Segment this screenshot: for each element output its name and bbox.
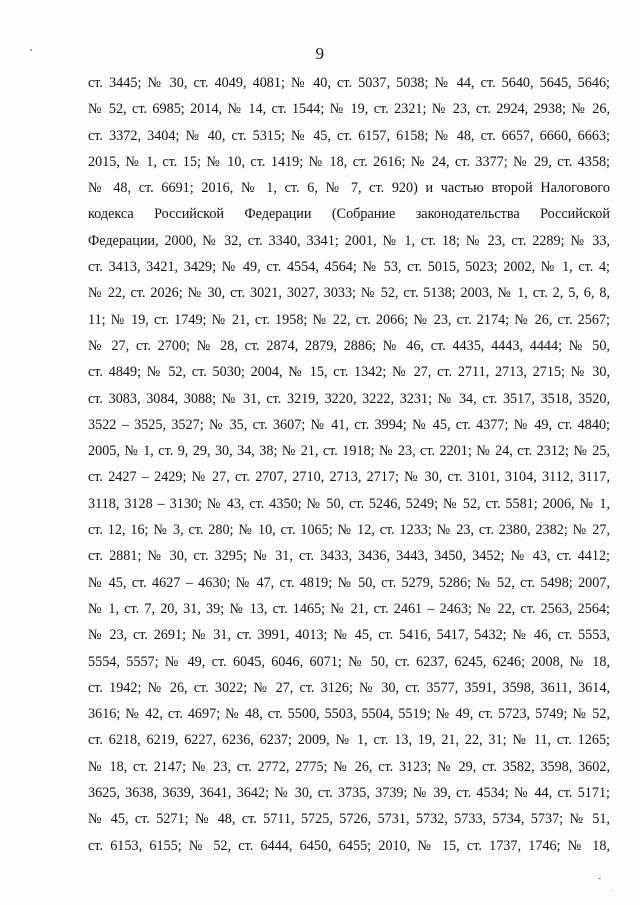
text-line: кодекса Российской Федерации (Собрание законодательства Российской [88, 206, 610, 223]
body-text [88, 70, 610, 859]
text-line: № 1, ст. 7, 20, 31, 39; № 13, ст. 1465; № 21, ст. 2461 – 2463; № 22, ст. 2563, 2564; [88, 600, 610, 617]
text-line: № 48, ст. 6691; 2016, № 1, ст. 6, № 7, ст. 920) и частью второй Налогового [88, 180, 610, 197]
text-line: 11; № 19, ст. 1749; № 21, ст. 1958; № 22, ст. 2066; № 23, ст. 2174; № 26, ст. 2567; [88, 311, 610, 328]
text-line: ст. 6218, 6219, 6227, 6236, 6237; 2009, № 1, ст. 13, 19, 21, 22, 31; № 11, ст. 1265; [88, 732, 610, 749]
text-line: ст. 3372, 3404; № 40, ст. 5315; № 45, ст. 6157, 6158; № 48, ст. 6657, 6660, 6663; [88, 127, 610, 144]
text-line: Федерации, 2000, № 32, ст. 3340, 3341; 2001, № 1, ст. 18; № 23, ст. 2289; № 33, [88, 232, 610, 249]
text-line: 3616; № 42, ст. 4697; № 48, ст. 5500, 5503, 5504, 5519; № 49, ст. 5723, 5749; № 52, [88, 706, 610, 723]
text-line: № 52, ст. 6985; 2014, № 14, ст. 1544; № 19, ст. 2321; № 23, ст. 2924, 2938; № 26, [88, 101, 610, 118]
page-number: 9 [315, 44, 325, 63]
scan-speck [598, 878, 601, 879]
text-line: ст. 3413, 3421, 3429; № 49, ст. 4554, 4564; № 53, ст. 5015, 5023; 2002, № 1, ст. 4; [88, 259, 610, 276]
text-line: ст. 2427 – 2429; № 27, ст. 2707, 2710, 2713, 2717; № 30, ст. 3101, 3104, 3112, 3117, [88, 469, 610, 486]
text-line: ст. 6153, 6155; № 52, ст. 6444, 6450, 6455; 2010, № 15, ст. 1737, 1746; № 18, [88, 837, 610, 854]
text-line: 3625, 3638, 3639, 3641, 3642; № 30, ст. 3735, 3739; № 39, ст. 4534; № 44, ст. 5171; [88, 785, 610, 802]
text-line: ст. 4849; № 52, ст. 5030; 2004, № 15, ст. 1342; № 27, ст. 2711, 2713, 2715; № 30, [88, 364, 610, 381]
scan-speck [30, 49, 32, 51]
text-line: № 18, ст. 2147; № 23, ст. 2772, 2775; № 26, ст. 3123; № 29, ст. 3582, 3598, 3602, [88, 758, 610, 775]
text-line: ст. 3445; № 30, ст. 4049, 4081; № 40, ст. 5037, 5038; № 44, ст. 5640, 5645, 5646; [88, 75, 610, 91]
text-line: № 45, ст. 4627 – 4630; № 47, ст. 4819; № 50, ст. 5279, 5286; № 52, ст. 5498; 2007, [88, 574, 610, 591]
text-line: 3522 – 3525, 3527; № 35, ст. 3607; № 41, ст. 3994; № 45, ст. 4377; № 49, ст. 4840; [88, 416, 610, 433]
text-line: ст. 1942; № 26, ст. 3022; № 27, ст. 3126; № 30, ст. 3577, 3591, 3598, 3611, 3614, [88, 679, 610, 696]
text-line: ст. 3083, 3084, 3088; № 31, ст. 3219, 3220, 3222, 3231; № 34, ст. 3517, 3518, 3520, [88, 390, 610, 407]
text-line: № 45, ст. 5271; № 48, ст. 5711, 5725, 5726, 5731, 5732, 5733, 5734, 5737; № 51, [88, 811, 610, 828]
text-line: 5554, 5557; № 49, ст. 6045, 6046, 6071; № 50, ст. 6237, 6245, 6246; 2008, № 18, [88, 653, 610, 670]
text-line: ст. 12, 16; № 3, ст. 280; № 10, ст. 1065; № 12, ст. 1233; № 23, ст. 2380, 2382; № 27, [88, 522, 610, 539]
text-line: 3118, 3128 – 3130; № 43, ст. 4350; № 50, ст. 5246, 5249; № 52, ст. 5581; 2006, № 1, [88, 495, 610, 512]
text-line: № 27, ст. 2700; № 28, ст. 2874, 2879, 2886; № 46, ст. 4435, 4443, 4444; № 50, [88, 337, 610, 354]
text-line: № 22, ст. 2026; № 30, ст. 3021, 3027, 3033; № 52, ст. 5138; 2003, № 1, ст. 2, 5, 6, 8, [88, 285, 610, 302]
text-line: № 23, ст. 2691; № 31, ст. 3991, 4013; № 45, ст. 5416, 5417, 5432; № 46, ст. 5553, [88, 627, 610, 644]
text-line: 2015, № 1, ст. 15; № 10, ст. 1419; № 18, ст. 2616; № 24, ст. 3377; № 29, ст. 4358; [88, 153, 610, 170]
text-line: 2005, № 1, ст. 9, 29, 30, 34, 38; № 21, ст. 1918; № 23, ст. 2201; № 24, ст. 2312; № 25, [88, 443, 610, 460]
scan-speck [612, 890, 613, 891]
text-line: ст. 2881; № 30, ст. 3295; № 31, ст. 3433, 3436, 3443, 3450, 3452; № 43, ст. 4412; [88, 548, 610, 565]
